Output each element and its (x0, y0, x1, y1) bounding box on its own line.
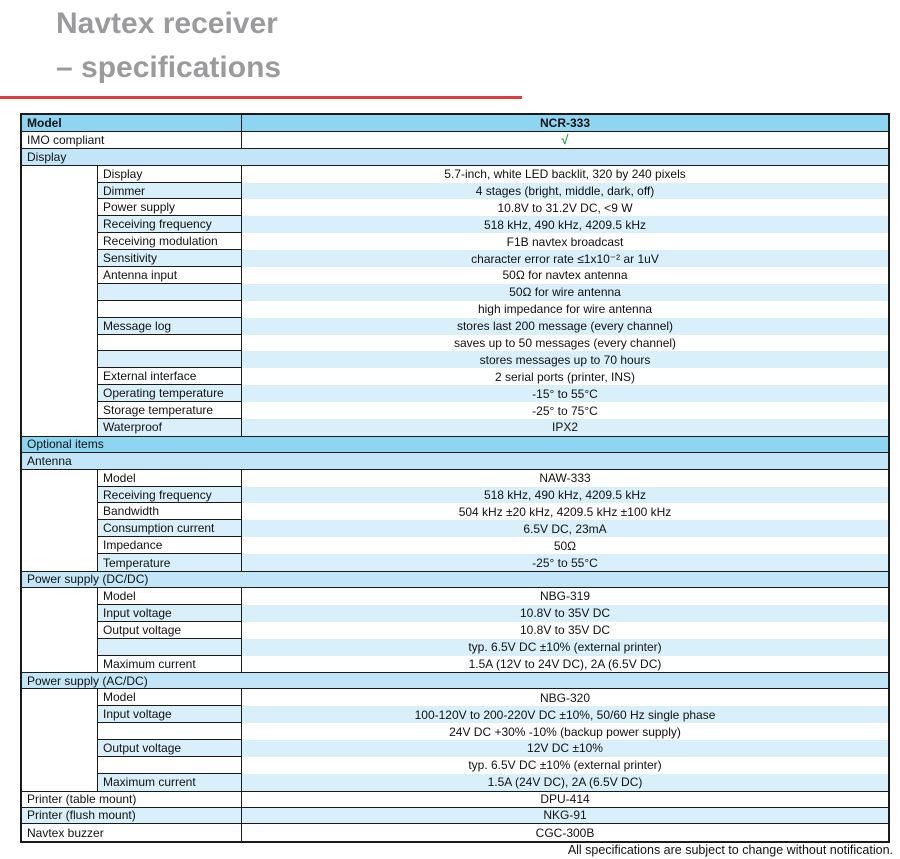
row-value: 518 kHz, 490 kHz, 4209.5 kHz (242, 487, 888, 504)
row-value: 10.8V to 31.2V DC, <9 W (497, 200, 633, 215)
row-value: character error rate ≤1x10⁻² ar 1uV (242, 250, 888, 267)
table-row (22, 808, 888, 825)
row-indent (22, 419, 98, 436)
table-row (22, 554, 888, 571)
table-row (22, 351, 888, 368)
row-indent (22, 537, 98, 554)
table-row (22, 318, 888, 335)
row-indent (22, 774, 98, 791)
table-row (22, 470, 888, 487)
row-indent (22, 267, 98, 284)
row-value: typ. 6.5V DC ±10% (external printer) (242, 639, 888, 656)
row-label: Input voltage (98, 706, 242, 723)
row-value: 5.7-inch, white LED backlit, 320 by 240 pixels (444, 167, 686, 182)
section-row (22, 436, 888, 453)
table-row (22, 199, 888, 216)
row-label (98, 723, 242, 740)
row-value: 6.5V DC, 23mA (242, 520, 888, 537)
row-value: CGC-300B (535, 825, 595, 840)
row-label: Storage temperature (98, 402, 242, 419)
row-indent (22, 183, 98, 200)
row-value: typ. 6.5V DC ±10% (external printer) (468, 758, 662, 773)
table-row (22, 132, 888, 149)
row-value: 50Ω for navtex antenna (502, 268, 628, 283)
row-label: Message log (98, 318, 242, 335)
row-value: saves up to 50 messages (every channel) (453, 336, 677, 351)
row-label: Model (98, 470, 242, 487)
row-indent (22, 520, 98, 537)
row-indent (22, 250, 98, 267)
table-row (22, 689, 888, 706)
row-value: 10.8V to 35V DC (242, 605, 888, 622)
row-indent (22, 706, 98, 723)
row-value: 1.5A (12V to 24V DC), 2A (6.5V DC) (468, 656, 662, 671)
row-label: Input voltage (98, 605, 242, 622)
section-row (22, 672, 888, 689)
row-label: IMO compliant (22, 132, 242, 148)
row-indent (22, 368, 98, 385)
title-underline-rule (0, 96, 522, 99)
row-indent (22, 284, 98, 301)
row-value: 2 serial ports (printer, INS) (494, 369, 636, 384)
table-row (22, 774, 888, 791)
table-row (22, 301, 888, 318)
row-indent (22, 554, 98, 571)
row-value: stores last 200 message (every channel) (242, 318, 888, 335)
section-label: Antenna (27, 453, 72, 468)
table-row (22, 824, 888, 841)
row-indent (22, 301, 98, 318)
row-indent (22, 385, 98, 402)
table-row (22, 335, 888, 352)
row-label: Navtex buzzer (22, 824, 242, 841)
row-label: Maximum current (98, 656, 242, 673)
table-row (22, 402, 888, 419)
table-row (22, 740, 888, 757)
row-label: Printer (flush mount) (22, 808, 242, 824)
row-label: Receiving frequency (98, 216, 242, 233)
row-value: 50Ω for wire antenna (242, 284, 888, 301)
row-label: Bandwidth (98, 503, 242, 520)
row-value: -25° to 55°C (242, 554, 888, 571)
page-title-line2: – specifications (56, 51, 282, 84)
row-label: Temperature (98, 554, 242, 571)
footer-note: All specifications are subject to change without notification. (567, 843, 893, 857)
row-value: 100-120V to 200-220V DC ±10%, 50/60 Hz single phase (242, 706, 888, 723)
row-label: Waterproof (98, 419, 242, 436)
row-indent (22, 757, 98, 774)
row-label: Model (98, 689, 242, 706)
row-label: Printer (table mount) (22, 792, 242, 807)
row-label (98, 284, 242, 301)
table-row (22, 233, 888, 250)
table-row (22, 368, 888, 385)
row-indent (22, 487, 98, 504)
row-label: Operating temperature (98, 385, 242, 402)
row-value: 1.5A (24V DC), 2A (6.5V DC) (242, 774, 888, 791)
row-label: Antenna input (98, 267, 242, 284)
row-indent (22, 470, 98, 487)
row-indent (22, 689, 98, 706)
table-row (22, 706, 888, 723)
spec-table (20, 113, 890, 843)
row-value: 24V DC +30% -10% (backup power supply) (449, 724, 681, 739)
row-value: -15° to 55°C (242, 385, 888, 402)
row-value: DPU-414 (540, 792, 590, 807)
row-value: 50Ω (553, 538, 577, 553)
row-label: Output voltage (98, 622, 242, 639)
table-row (22, 791, 888, 808)
section-row (22, 453, 888, 470)
row-value: F1B navtex broadcast (506, 234, 624, 249)
row-value: 4 stages (bright, middle, dark, off) (242, 183, 888, 200)
row-indent (22, 605, 98, 622)
row-indent (22, 199, 98, 216)
page-title (56, 2, 281, 90)
row-value: 10.8V to 35V DC (519, 623, 611, 638)
row-value: IPX2 (242, 419, 888, 436)
table-row (22, 537, 888, 554)
row-value: -25° to 75°C (532, 403, 598, 418)
row-label: Consumption current (98, 520, 242, 537)
section-row (22, 149, 888, 166)
imo-check-icon: √ (561, 132, 569, 148)
table-row (22, 520, 888, 537)
table-row (22, 723, 888, 740)
row-label (98, 757, 242, 774)
row-label: Impedance (98, 537, 242, 554)
section-label: Power supply (DC/DC) (27, 572, 149, 587)
table-row (22, 284, 888, 301)
table-row (22, 757, 888, 774)
row-indent (22, 351, 98, 368)
row-indent (22, 233, 98, 250)
row-label: Receiving modulation (98, 233, 242, 250)
row-label (98, 335, 242, 352)
row-value: 504 kHz ±20 kHz, 4209.5 kHz ±100 kHz (458, 504, 672, 519)
section-label: Power supply (AC/DC) (27, 673, 148, 688)
section-label: Display (27, 149, 67, 164)
row-value: 518 kHz, 490 kHz, 4209.5 kHz (242, 216, 888, 233)
row-label: Dimmer (98, 183, 242, 200)
row-value: 12V DC ±10% (242, 740, 888, 757)
row-label: Output voltage (98, 740, 242, 757)
row-label: Power supply (98, 199, 242, 216)
row-value: high impedance for wire antenna (477, 302, 653, 317)
table-row (22, 250, 888, 267)
row-value: NBG-319 (539, 589, 591, 604)
row-value: NAW-333 (539, 471, 591, 486)
row-indent (22, 639, 98, 656)
row-indent (22, 216, 98, 233)
section-label: Optional items (27, 437, 104, 452)
row-indent (22, 723, 98, 740)
table-row (22, 503, 888, 520)
row-label: Model (22, 115, 242, 131)
row-value: NBG-320 (539, 690, 591, 705)
row-indent (22, 588, 98, 605)
table-row (22, 639, 888, 656)
row-label (98, 639, 242, 656)
table-row (22, 588, 888, 605)
row-label: Sensitivity (98, 250, 242, 267)
table-row (22, 605, 888, 622)
table-row (22, 166, 888, 183)
row-indent (22, 622, 98, 639)
row-indent (22, 740, 98, 757)
row-label: Model (98, 588, 242, 605)
row-label (98, 301, 242, 318)
row-indent (22, 402, 98, 419)
table-row (22, 183, 888, 200)
row-value: stores messages up to 70 hours (242, 351, 888, 368)
table-row (22, 656, 888, 673)
table-row (22, 216, 888, 233)
row-label: Display (98, 166, 242, 183)
table-row (22, 622, 888, 639)
row-label: Receiving frequency (98, 487, 242, 504)
section-row (22, 571, 888, 588)
table-row (22, 487, 888, 504)
row-indent (22, 503, 98, 520)
table-row (22, 419, 888, 436)
table-row (22, 267, 888, 284)
row-indent (22, 166, 98, 183)
row-label: Maximum current (98, 774, 242, 791)
row-label (98, 351, 242, 368)
row-value: NCR-333 (539, 115, 590, 130)
row-value: NKG-91 (242, 808, 888, 824)
row-indent (22, 656, 98, 673)
table-row (22, 385, 888, 402)
row-indent (22, 318, 98, 335)
table-header-row (22, 115, 888, 132)
page-title-line1: Navtex receiver (56, 7, 278, 40)
row-label: External interface (98, 368, 242, 385)
row-indent (22, 335, 98, 352)
